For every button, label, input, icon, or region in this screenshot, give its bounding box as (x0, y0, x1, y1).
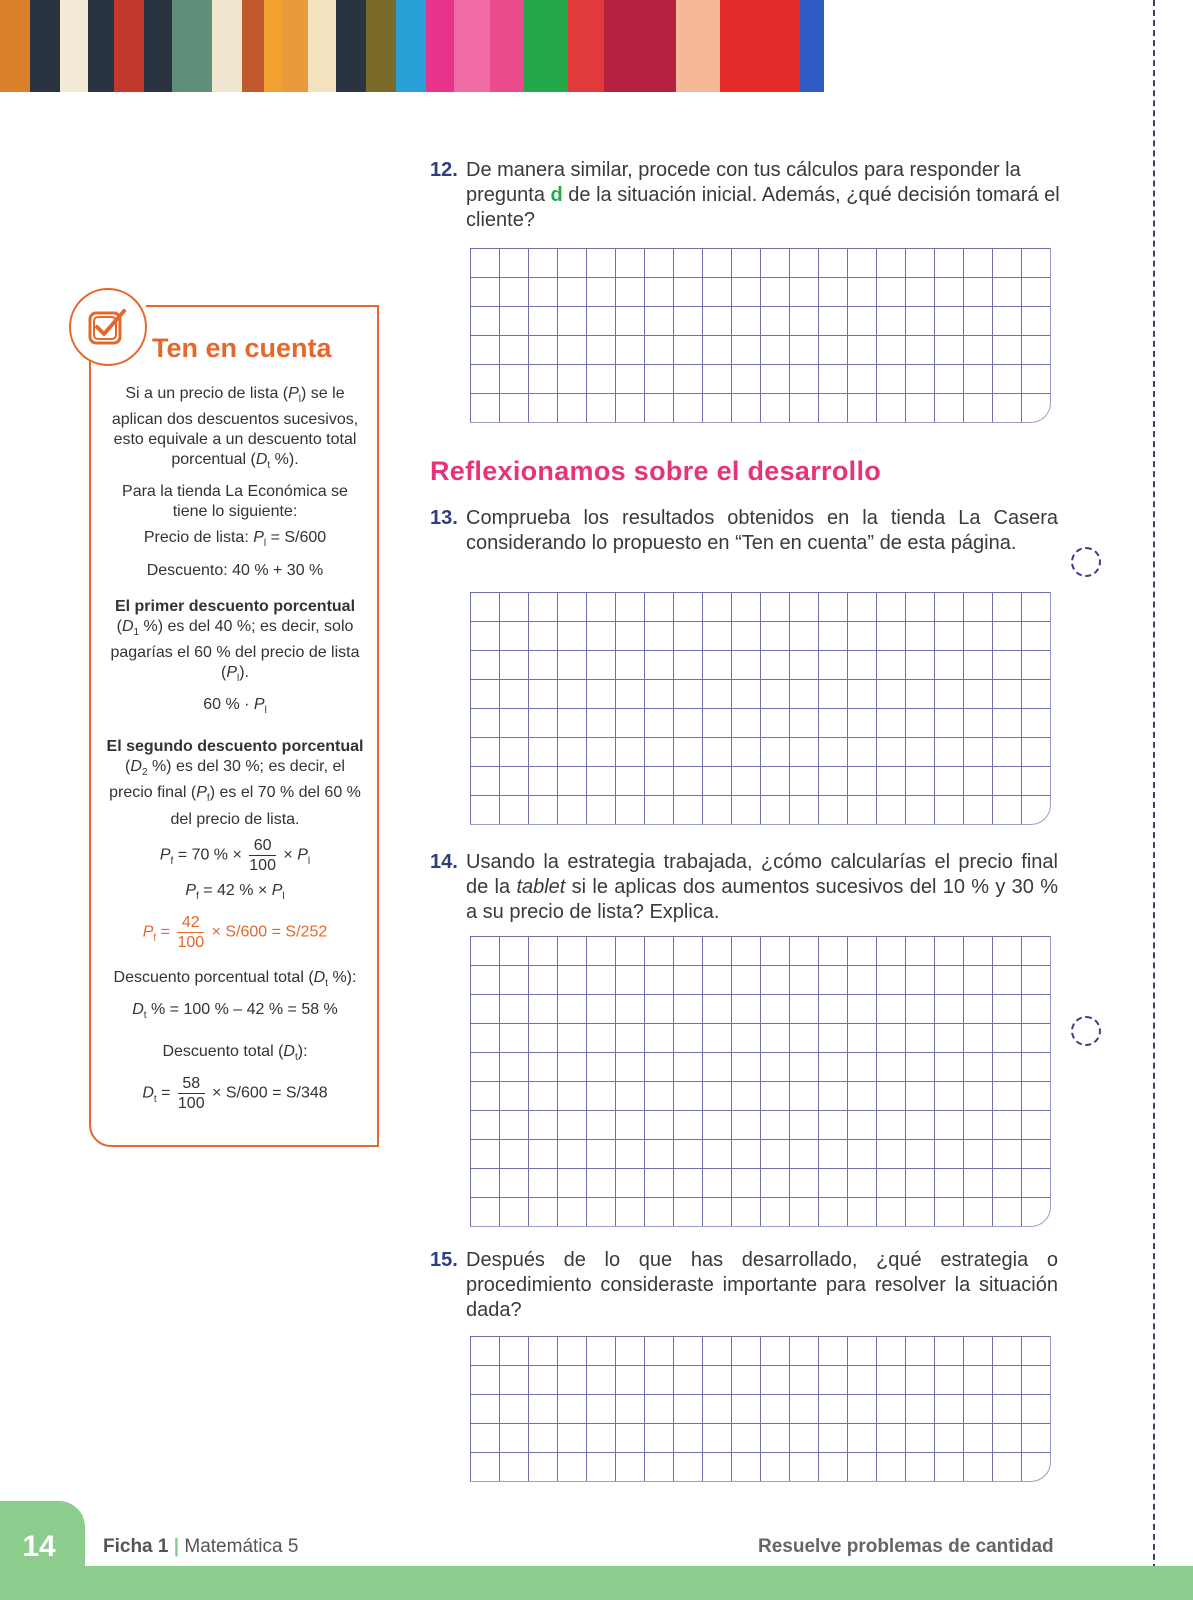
question-number: 14. (430, 851, 458, 873)
tip-formula: $P_f = 70$ % × $\frac{60}{100}$ × $P_l$ (159, 836, 311, 874)
tip-formula: $P_f = 42$ % × $P_l$ (185, 881, 285, 902)
banner-stripe (524, 0, 568, 92)
tip-paragraph: Si a un precio de lista $(P_l)$ se le aplican dos descuentos sucesivos, esto equivale a un descuento total porcentual ($D_t$ %). (111, 385, 359, 472)
tip-formula: $D_t$ = $\frac{58}{100}$ × S/600 = S/348 (142, 1075, 328, 1113)
tip-formula: 60 % · $P_l$ (203, 695, 267, 717)
banner-stripe (88, 0, 114, 92)
answer-grid-12[interactable] (470, 248, 1051, 423)
question-text: De manera similar, procede con tus cálculos para responder la pregunta d de la situación inicial. Además, ¿qué decisión tomará el cliente? (466, 159, 1060, 231)
banner-stripe (114, 0, 144, 92)
answer-grid-15[interactable] (470, 1336, 1051, 1482)
banner-stripe (282, 0, 308, 92)
tip-formula-highlight: $P_f$ = $\frac{42}{100}$ × S/600 = S/252 (142, 913, 328, 951)
banner-stripe (396, 0, 426, 92)
question-text: Después de lo que has desarrollado, ¿qué estrategia o procedimiento consideraste importante para resolver la situación dada? (466, 1249, 1058, 1321)
answer-grid-13[interactable] (470, 592, 1051, 825)
banner-stripe (144, 0, 172, 92)
tip-paragraph: Descuento porcentual total ($D_t$ %): (113, 968, 357, 989)
banner-stripe (800, 0, 824, 92)
banner-stripe (720, 0, 800, 92)
page-number: 14 (22, 1530, 56, 1563)
footer-competency: Resuelve problemas de cantidad (758, 1536, 1054, 1557)
question-number: 15. (430, 1249, 458, 1271)
banner-stripe (60, 0, 88, 92)
checkbox-icon (69, 288, 147, 366)
tip-title: Ten en cuenta (152, 333, 332, 363)
footer-bar (0, 1566, 1193, 1600)
punch-hole-icon (1071, 547, 1101, 577)
banner-stripe (308, 0, 336, 92)
banner-stripe (676, 0, 720, 92)
tip-paragraph: Descuento total $(D_t)$: (162, 1043, 308, 1064)
tip-paragraph: Para la tienda La Económica se tiene lo siguiente: (122, 483, 348, 521)
banner-stripe (0, 0, 30, 92)
banner-stripe (604, 0, 676, 92)
banner-stripe (366, 0, 396, 92)
cut-line (1153, 0, 1155, 1600)
question-14 (430, 850, 1058, 925)
question-12 (430, 158, 1062, 233)
footer-ficha: Ficha 1 | Matemática 5 (103, 1536, 299, 1557)
tip-content (106, 384, 364, 1119)
section-title: Reflexionamos sobre el desarrollo (430, 456, 882, 486)
banner-stripe (568, 0, 604, 92)
banner-stripe (172, 0, 212, 92)
banner-stripe (426, 0, 454, 92)
tip-paragraph: Descuento: 40 % + 30 % (146, 561, 324, 579)
question-text: Usando la estrategia trabajada, ¿cómo calcularías el precio final de la tablet si le aplicas dos aumentos sucesivos del 10 % y 30 % a su precio de lista? Explica. (466, 851, 1058, 923)
question-15 (430, 1248, 1058, 1323)
banner-stripe (490, 0, 524, 92)
answer-grid-14[interactable] (470, 936, 1051, 1227)
banner-stripe (212, 0, 242, 92)
tip-paragraph: Precio de lista: $P_l = S/600$ (143, 529, 327, 550)
decorative-banner (0, 0, 1193, 92)
banner-stripe (242, 0, 264, 92)
question-text: Comprueba los resultados obtenidos en la tienda La Casera considerando lo propuesto en “Ten en cuenta” de esta página. (466, 507, 1058, 554)
question-number: 12. (430, 159, 458, 181)
tip-paragraph: El segundo descuento porcentual ($D_2$ %) es del 30 %; es decir, el precio final $(P_f)$ es el 70 % del 60 % del precio de lista. (106, 738, 364, 828)
highlight-letter: d (550, 184, 563, 206)
tip-paragraph: El primer descuento porcentual ($D_1$ %) es del 40 %; es decir, solo pagarías el 60 % del precio de lista $(P_l)$. (110, 597, 360, 684)
banner-stripe (336, 0, 366, 92)
question-13 (430, 506, 1058, 556)
punch-hole-icon (1071, 1016, 1101, 1046)
question-number: 13. (430, 507, 458, 529)
banner-stripe (264, 0, 282, 92)
banner-stripe (30, 0, 60, 92)
tip-formula: $D_t$ % = 100 % – 42 % = 58 % (132, 1000, 338, 1022)
banner-stripe (454, 0, 490, 92)
